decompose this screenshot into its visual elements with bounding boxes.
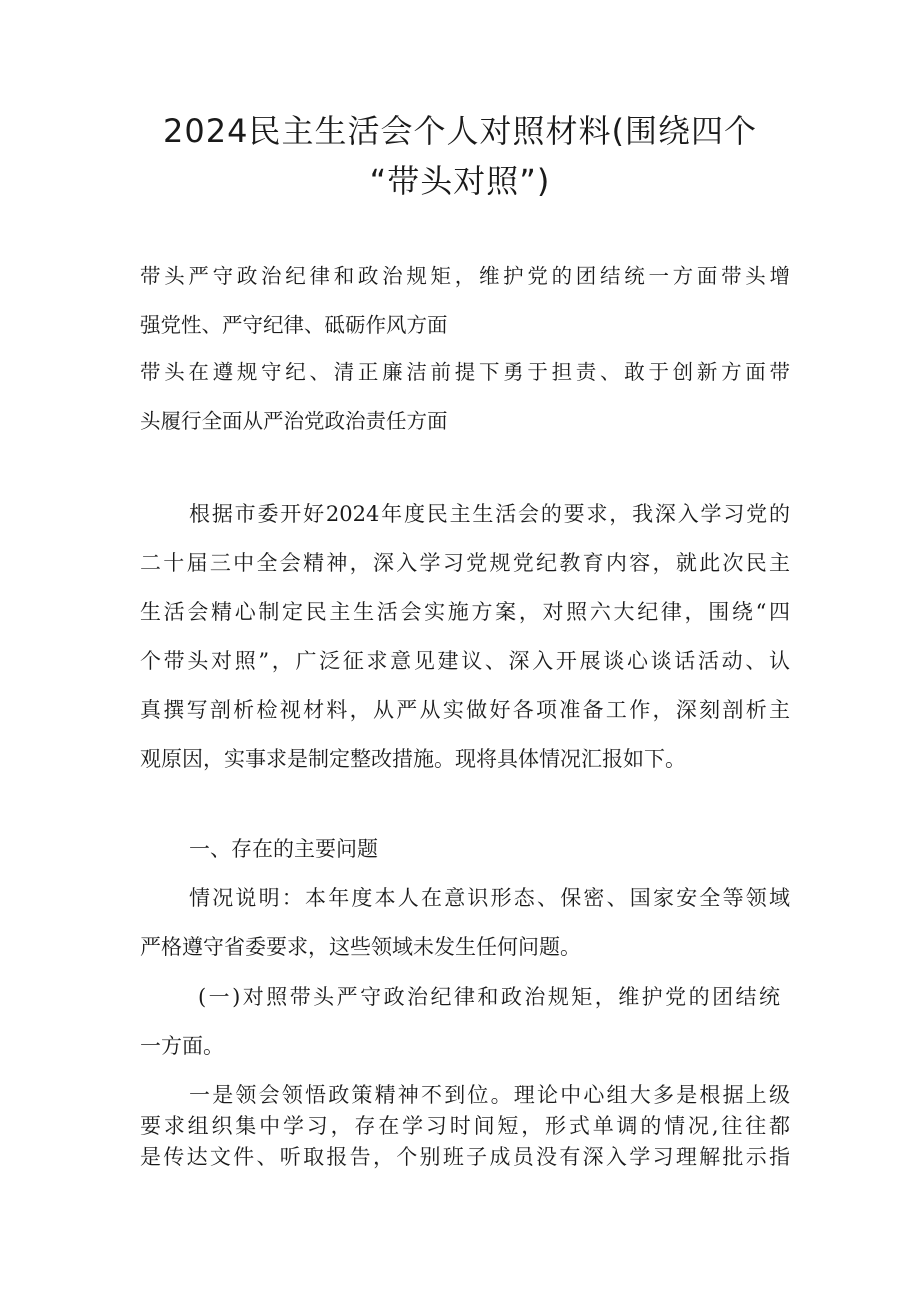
situation-paragraph-line: 严格遵守省委要求，这些领域未发生任何问题。 <box>140 935 581 959</box>
subsection-heading-line: (一)对照带头严守政治纪律和政治规矩，维护党的团结统 <box>198 985 780 1009</box>
toc-line: 带头严守政治纪律和政治规矩，维护党的团结统一方面带头增 <box>140 264 790 288</box>
document-title-line-2: “带头对照”) <box>369 162 551 200</box>
toc-line: 头履行全面从严治党政治责任方面 <box>140 409 448 433</box>
intro-paragraph-line: 观原因，实事求是制定整改措施。现将具体情况汇报如下。 <box>140 747 686 771</box>
section-heading: 一、存在的主要问题 <box>189 837 378 861</box>
toc-line: 强党性、严守纪律、砥砺作风方面 <box>140 313 448 337</box>
point-paragraph-line: 是传达文件、听取报告，个别班子成员没有深入学习理解批示指 <box>140 1145 790 1169</box>
subsection-heading-line: 一方面。 <box>140 1034 224 1058</box>
intro-paragraph-line: 个带头对照”，广泛征求意见建议、深入开展谈心谈话活动、认 <box>140 649 790 673</box>
document-title-line-1: 2024民主生活会个人对照材料(围绕四个 <box>163 112 757 150</box>
point-paragraph-line: 要求组织集中学习，存在学习时间短，形式单调的情况,往往都 <box>140 1114 790 1138</box>
intro-paragraph-line: 生活会精心制定民主生活会实施方案，对照六大纪律，围绕“四 <box>140 600 790 624</box>
intro-paragraph-line: 真撰写剖析检视材料，从严从实做好各项准备工作，深刻剖析主 <box>140 698 790 722</box>
intro-paragraph-line: 二十届三中全会精神，深入学习党规党纪教育内容，就此次民主 <box>140 551 790 575</box>
point-paragraph-line: 一是领会领悟政策精神不到位。理论中心组大多是根据上级 <box>189 1083 790 1107</box>
situation-paragraph-line: 情况说明：本年度本人在意识形态、保密、国家安全等领域 <box>189 886 790 910</box>
intro-paragraph-line: 根据市委开好2024年度民主生活会的要求，我深入学习党的 <box>189 502 790 526</box>
toc-line: 带头在遵规守纪、清正廉洁前提下勇于担责、敢于创新方面带 <box>140 360 790 384</box>
